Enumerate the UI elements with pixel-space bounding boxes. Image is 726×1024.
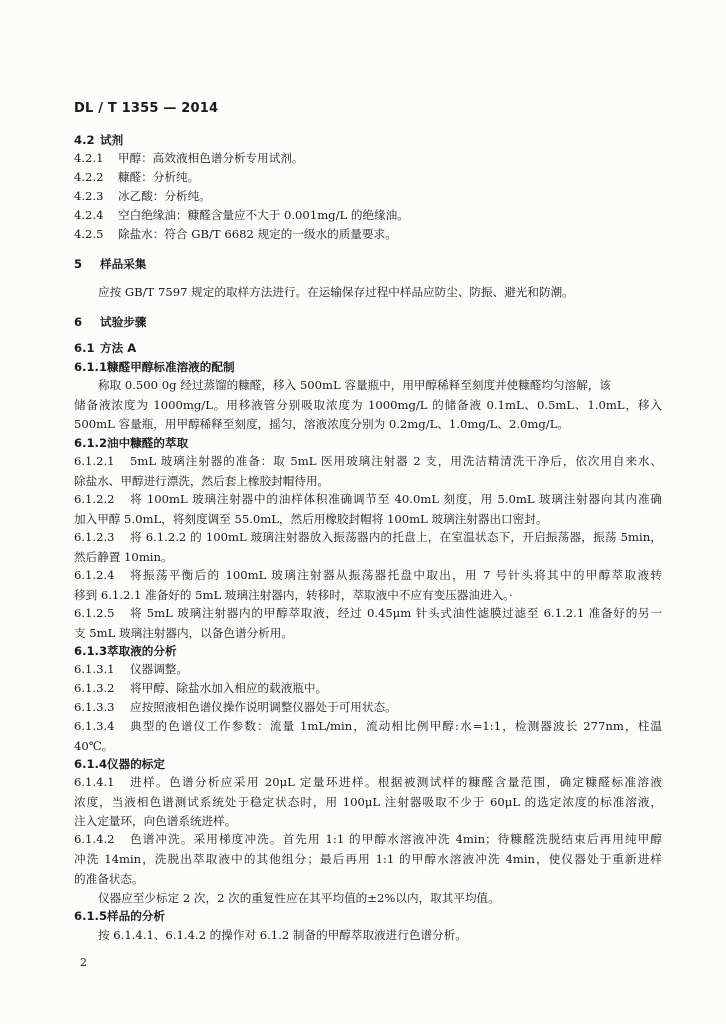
clause-text: 的准备状态。: [74, 872, 144, 886]
clause-number: 6.1.1: [74, 360, 108, 374]
text-line: [74, 169, 199, 185]
section-heading: [74, 256, 146, 272]
text-line: [74, 416, 569, 432]
clause-text: 应按 GB/T 7597 规定的取样方法进行。在运输保存过程中样品应防尘、防振、避光和防潮。: [98, 285, 574, 299]
text-line: [74, 871, 144, 887]
clause-text: 除盐水：符合 GB/T 6682 规定的一级水的质量要求。: [118, 227, 397, 241]
text-line: [98, 377, 611, 393]
section-heading: [74, 435, 188, 451]
clause-text: 5mL 玻璃注射器的准备：取 5mL 医用玻璃注射器 2 支，用洗洁精清洗干净后，依次用自来水、: [130, 454, 662, 468]
section-heading: [74, 908, 165, 924]
clause-text: 将 5mL 玻璃注射器内的甲醇萃取液，经过 0.45μm 针头式油性滤膜过滤至 6.1.2.1 准备好的另一: [130, 606, 662, 620]
section-heading: [74, 132, 123, 148]
section-heading: [74, 314, 146, 330]
section-heading: [74, 340, 136, 356]
text-line: [98, 284, 574, 300]
text-line: [74, 625, 293, 641]
clause-text: 仪器应至少标定 2 次，2 次的重复性应在其平均值的±2%以内，取其平均值。: [98, 891, 500, 905]
standard-code: DL / T 1355 — 2014: [74, 101, 219, 116]
clause-text: 糠醛：分析纯。: [118, 170, 200, 184]
clause-text: 萃取液的分析: [107, 644, 177, 658]
text-line: [74, 188, 211, 204]
clause-text: 冰乙酸：分析纯。: [118, 189, 211, 203]
clause-text: 糠醛甲醇标准溶液的配制: [107, 360, 235, 374]
clause-text: 将振荡平衡后的 100mL 玻璃注射器从振荡器托盘中取出，用 7 号针头将其中的甲醇萃取液转: [130, 568, 662, 582]
clause-text: 浓度，当液相色谱测试系统处于稳定状态时，用 100μL 注射器吸取不少于 60μL 的选定浓度的标准溶液，: [74, 795, 662, 809]
page-number: 2: [80, 956, 87, 969]
clause-text: 试验步骤: [100, 315, 147, 329]
clause-number: 4.2: [74, 133, 95, 147]
clause-number: 6.1.5: [74, 909, 108, 923]
clause-text: 油中糠醛的萃取: [107, 436, 189, 450]
clause-text: 将 6.1.2.2 的 100mL 玻璃注射器放入振荡器内的托盘上，在室温状态下，开启振荡器，振荡 5min，: [130, 530, 662, 544]
clause-number: 6.1.3.3: [74, 700, 115, 714]
clause-number: 4.2.2: [74, 170, 104, 184]
text-line: [98, 927, 467, 943]
clause-text: 然后静置 10min。: [74, 550, 173, 564]
clause-text: 将 100mL 玻璃注射器中的油样体积准确调节至 40.0mL 刻度，用 5.0mL 玻璃注射器向其内准确: [130, 492, 662, 506]
clause-number: 6.1.2.2: [74, 492, 115, 506]
clause-number: 6.1.3.4: [74, 719, 115, 733]
clause-text: 将甲醇、除盐水加入相应的载液瓶中。: [130, 681, 328, 695]
clause-text: 按 6.1.4.1、6.1.4.2 的操作对 6.1.2 制备的甲醇萃取液进行色谱分析。: [98, 928, 467, 942]
clause-number: 6.1.2.3: [74, 530, 115, 544]
clause-number: 4.2.4: [74, 208, 104, 222]
clause-number: 6.1.2.5: [74, 606, 115, 620]
clause-number: 6.1.2: [74, 436, 108, 450]
text-line: [74, 661, 188, 677]
text-line: [74, 831, 662, 847]
clause-text: 试剂: [100, 133, 124, 147]
clause-text: 40℃。: [74, 739, 114, 753]
clause-number: 6.1.4.1: [74, 775, 115, 789]
clause-text: 应按照液相色谱仪操作说明调整仪器处于可用状态。: [130, 700, 397, 714]
text-line: [74, 680, 327, 696]
clause-text: 仪器的标定: [107, 757, 165, 771]
clause-number: 6.1.3.2: [74, 681, 115, 695]
clause-text: 方法 A: [100, 341, 137, 355]
clause-number: 6: [74, 315, 83, 329]
clause-text: 500mL 容量瓶，用甲醇稀释至刻度，摇匀，溶液浓度分别为 0.2mg/L、1.0mg/L、2.0mg/L。: [74, 417, 570, 431]
clause-number: 6.1.2.1: [74, 454, 115, 468]
clause-number: 5: [74, 257, 83, 271]
text-line: [74, 226, 397, 242]
clause-text: 支 5mL 玻璃注射器内，以备色谱分析用。: [74, 626, 293, 640]
text-line: [74, 529, 662, 545]
clause-text: 甲醇：高效液相色谱分析专用试剂。: [118, 151, 304, 165]
clause-number: 4.2.5: [74, 227, 104, 241]
clause-text: 进样。色谱分析应采用 20μL 定量环进样。根据被测试样的糠醛含量范围，确定糠醛标准溶液: [130, 775, 662, 789]
text-line: [74, 491, 662, 507]
clause-text: 除盐水、甲醇进行漂洗，然后套上橡胶封帽待用。: [74, 474, 330, 488]
clause-text: 注入定量环，向色谱系统进样。: [74, 814, 237, 828]
clause-number: 6.1.4.2: [74, 832, 115, 846]
clause-number: 6.1.3: [74, 644, 108, 658]
clause-text: 仪器调整。: [130, 662, 188, 676]
clause-text: 储备液浓度为 1000mg/L。用移液管分别吸取浓度为 1000mg/L 的储备液 0.1mL、0.5mL、1.0mL，移入: [74, 398, 662, 412]
clause-number: 6.1: [74, 341, 95, 355]
section-heading: [74, 756, 165, 772]
text-line: [74, 567, 662, 583]
section-heading: [74, 643, 177, 659]
text-line: [74, 774, 662, 790]
text-line: [74, 794, 662, 810]
clause-text: 空白绝缘油：糠醛含量应不大于 0.001mg/L 的绝缘油。: [118, 208, 409, 222]
text-line: [74, 549, 173, 565]
text-line: [74, 473, 329, 489]
text-line: [74, 605, 662, 621]
text-line: [74, 511, 547, 527]
clause-text: 色谱冲洗。采用梯度冲洗。首先用 1:1 的甲醇水溶液冲洗 4min；待糠醛洗脱结束后再用纯甲醇: [130, 832, 662, 846]
text-line: [74, 207, 409, 223]
clause-number: 4.2.3: [74, 189, 104, 203]
clause-text: 加入甲醇 5.0mL，将刻度调至 55.0mL，然后用橡胶封帽将 100mL 玻璃注射器出口密封。: [74, 512, 548, 526]
text-line: [74, 813, 236, 829]
clause-text: 移到 6.1.2.1 准备好的 5mL 玻璃注射器内，转移时，萃取液中不应有变压器油进入。·: [74, 588, 513, 602]
clause-number: 6.1.4: [74, 757, 108, 771]
section-heading: [74, 359, 235, 375]
text-line: [74, 587, 513, 603]
clause-text: 典型的色谱仪工作参数：流量 1mL/min，流动相比例甲醇:水=1:1，检测器波长 277nm，柱温: [130, 719, 662, 733]
clause-text: 样品采集: [100, 257, 147, 271]
clause-text: 样品的分析: [107, 909, 165, 923]
text-line: [74, 699, 397, 715]
text-line: [74, 150, 304, 166]
text-line: [74, 738, 113, 754]
text-line: [74, 718, 662, 734]
clause-text: 称取 0.500 0g 经过蒸馏的糠醛，移入 500mL 容量瓶中，用甲醇稀释至刻度并使糠醛均匀溶解，该: [98, 378, 612, 392]
clause-text: 冲洗 14min，洗脱出萃取液中的其他组分；最后再用 1:1 的甲醇水溶液冲洗 4min，使仪器处于重新进样: [74, 852, 662, 866]
text-line: [74, 397, 662, 413]
text-line: [74, 453, 662, 469]
text-line: [98, 890, 500, 906]
clause-number: 6.1.3.1: [74, 662, 115, 676]
clause-number: 4.2.1: [74, 151, 104, 165]
text-line: [74, 851, 662, 867]
clause-number: 6.1.2.4: [74, 568, 115, 582]
